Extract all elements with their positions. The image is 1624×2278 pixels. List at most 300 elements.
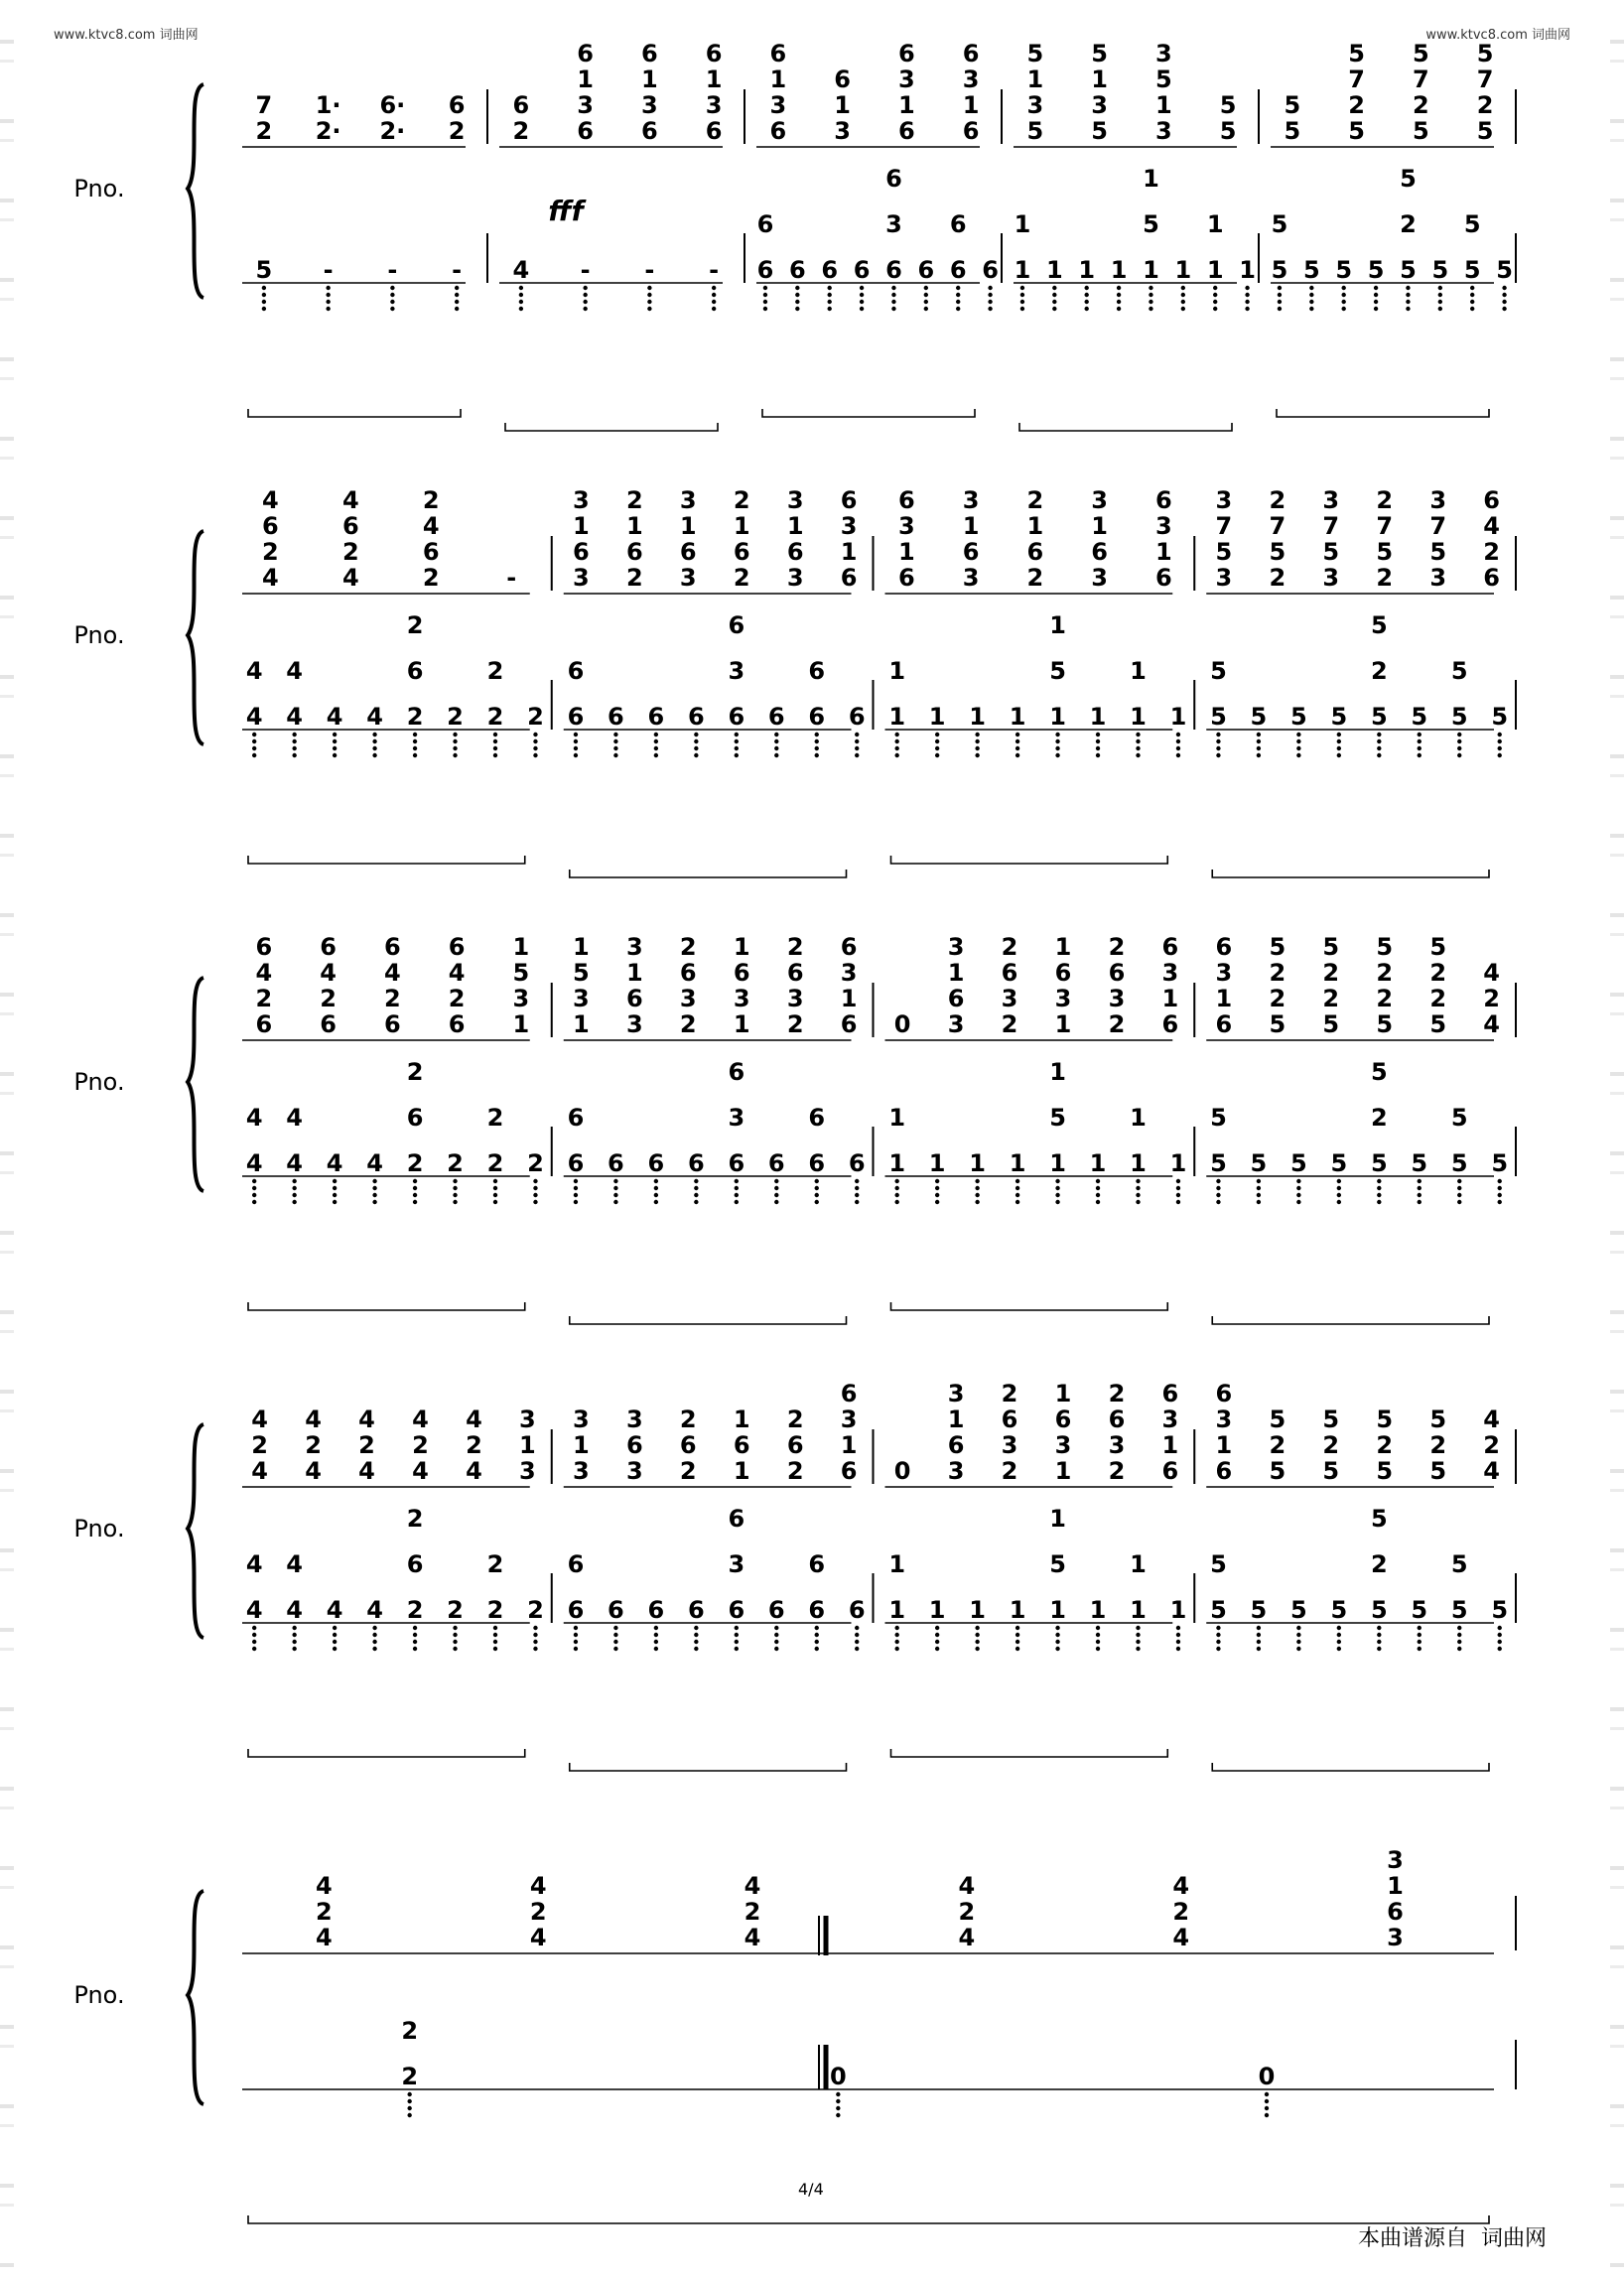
octave-dot [372,739,376,743]
lower-note: 2 [447,1596,464,1624]
octave-dot [836,2099,840,2103]
octave-dot [326,307,330,311]
lower-note: 5 [1370,1058,1388,1086]
lower-note: 5 [1290,1596,1307,1624]
octave-dot [252,733,256,737]
octave-dot [1377,1186,1381,1190]
upper-note: 6 [1161,1457,1179,1485]
upper-note: 3 [679,486,697,514]
octave-dot [252,1193,256,1197]
octave-dot [1418,1179,1421,1183]
octave-dot [774,1647,778,1651]
octave-dot [1245,286,1249,290]
lower-note: 1 [1130,657,1147,685]
upper-note: 6 [786,1431,804,1459]
octave-dot [1020,300,1024,304]
lower-note: 4 [245,657,263,685]
upper-note: 2 [448,117,466,145]
pedal-bracket [1019,423,1232,431]
octave-dot [252,1186,256,1190]
lower-note: - [580,256,591,284]
octave-dot [453,1200,457,1204]
instrument-label: Pno. [73,1515,125,1542]
octave-dot [1257,1647,1261,1651]
octave-dot [654,733,658,737]
upper-note: 2 [786,1010,804,1038]
lower-note: 1 [1206,256,1224,284]
lower-note: 6 [767,1149,785,1177]
octave-dot [252,1200,256,1204]
octave-dot [1257,739,1261,743]
lower-note: 1 [1049,1058,1066,1086]
lower-note: 1 [969,703,986,731]
upper-note: 1 [679,512,697,540]
octave-dot [891,300,895,304]
octave-dot [935,1633,939,1637]
upper-note: 1 [512,1010,530,1038]
octave-dot [1377,733,1381,737]
lower-note: 6 [728,1149,745,1177]
octave-dot [935,746,939,750]
octave-dot [252,739,256,743]
upper-note: 1 [1155,538,1172,566]
upper-note: 3 [572,985,590,1012]
lower-note: 6 [647,1596,665,1624]
octave-dot [292,1200,296,1204]
upper-note: 3 [786,564,804,592]
upper-note: 1 [1026,512,1044,540]
upper-note: 2 [625,486,643,514]
lower-note: - [452,256,463,284]
octave-dot [1020,293,1024,297]
lower-note: 5 [1049,657,1066,685]
upper-note: 5 [1284,117,1301,145]
octave-dot [1136,1179,1140,1183]
lower-note: 6 [647,1149,665,1177]
lower-note: 1 [1009,1596,1026,1624]
lower-note: 1 [1089,703,1107,731]
lower-note: 5 [1400,165,1417,193]
octave-dot [1245,300,1249,304]
octave-dot [493,1200,497,1204]
upper-note: 6 [962,40,980,67]
upper-note: 3 [1387,1924,1404,1951]
octave-dot [1296,1193,1300,1197]
lower-note: 6 [949,210,967,238]
octave-dot [1015,733,1019,737]
octave-dot [292,1626,296,1630]
upper-note: 6 [1215,1380,1233,1407]
upper-note: 5 [1215,538,1233,566]
upper-note: 4 [305,1406,322,1433]
upper-note: 2 [262,538,279,566]
upper-note: 1 [572,1431,590,1459]
upper-note: 1 [834,91,852,119]
octave-dot [1015,1179,1019,1183]
octave-dot [252,1640,256,1644]
upper-note: 6 [1001,1406,1018,1433]
upper-note: 2 [1108,1380,1126,1407]
upper-note: 2 [1376,1431,1394,1459]
octave-dot [1096,1626,1100,1630]
octave-dot [292,746,296,750]
upper-note: 3 [1429,564,1447,592]
lower-note: 6 [917,256,935,284]
octave-dot [1498,1193,1502,1197]
lower-note: 6 [406,657,424,685]
lower-note: 5 [1302,256,1320,284]
upper-note: 1 [733,933,750,961]
octave-dot [372,1200,376,1204]
upper-note: 1 [1215,1431,1233,1459]
upper-note: 5 [1091,117,1109,145]
lower-note: 1 [1130,1550,1147,1578]
upper-note: 3 [519,1457,536,1485]
lower-note: 3 [728,1104,745,1132]
upper-note: 6 [422,538,440,566]
upper-note: 2 [1429,985,1447,1012]
lower-note: 2 [406,703,424,731]
upper-note: 1 [898,91,915,119]
upper-note: 5 [1322,538,1340,566]
octave-dot [1055,1193,1059,1197]
octave-dot [1418,1633,1421,1637]
upper-note: 2 [679,1457,697,1485]
lower-note: 6 [808,657,826,685]
octave-dot [390,293,394,297]
octave-dot [333,1193,337,1197]
octave-dot [1337,1200,1341,1204]
octave-dot [533,733,537,737]
octave-dot [533,1633,537,1637]
octave-dot [1418,1647,1421,1651]
upper-note: 6 [769,117,787,145]
octave-dot [815,1647,819,1651]
upper-note: 2 [744,1898,761,1926]
octave-dot [1296,739,1300,743]
octave-dot [1265,2092,1269,2096]
octave-dot [519,300,523,304]
lower-note: 5 [1210,1104,1227,1132]
octave-dot [453,753,457,757]
upper-note: 3 [769,91,787,119]
octave-dot [1176,733,1180,737]
octave-dot [333,1647,337,1651]
upper-note: 2 [1001,1010,1018,1038]
lower-note: 5 [1250,1149,1268,1177]
upper-note: 1 [733,1457,750,1485]
upper-note: 6 [705,40,723,67]
octave-dot [1377,753,1381,757]
octave-dot [533,1647,537,1651]
octave-dot [1457,1626,1461,1630]
lower-note: 6 [821,256,839,284]
lower-note: 5 [1370,611,1388,639]
upper-note: 1 [786,512,804,540]
upper-note: 1 [1215,985,1233,1012]
upper-note: 5 [1322,1010,1340,1038]
lower-note: - [387,256,398,284]
octave-dot [333,1179,337,1183]
octave-dot [1418,753,1421,757]
octave-dot [935,1179,939,1183]
upper-note: 1 [733,512,750,540]
lower-note: 2 [406,1149,424,1177]
upper-note: 6 [448,933,466,961]
upper-note: 2 [1269,564,1286,592]
octave-dot [333,1640,337,1644]
octave-dot [1257,753,1261,757]
octave-dot [493,1193,497,1197]
upper-note: 3 [947,1380,965,1407]
upper-note: 6 [1054,1406,1072,1433]
octave-dot [855,733,859,737]
octave-dot [1015,1633,1019,1637]
upper-note: 3 [898,512,915,540]
lower-note: 6 [567,657,585,685]
lower-note: 5 [1210,657,1227,685]
octave-dot [1015,1640,1019,1644]
octave-dot [836,2106,840,2110]
octave-dot [935,733,939,737]
octave-dot [1296,1633,1300,1637]
octave-dot [1377,1633,1381,1637]
octave-dot [735,733,739,737]
octave-dot [1136,753,1140,757]
upper-note: 1 [512,933,530,961]
upper-note: 3 [1322,564,1340,592]
upper-note: 2 [1348,91,1366,119]
octave-dot [1374,286,1378,290]
pedal-bracket [891,856,1168,864]
octave-dot [1117,300,1121,304]
octave-dot [1136,1200,1140,1204]
lower-note: 4 [286,1149,304,1177]
lower-note: 1 [969,1149,986,1177]
lower-note: - [323,256,334,284]
octave-dot [1136,733,1140,737]
lower-note: 4 [286,703,304,731]
octave-dot [493,1640,497,1644]
octave-dot [894,753,898,757]
upper-note: 4 [262,486,279,514]
lower-note: 2 [1370,1104,1388,1132]
lower-note: 6 [567,1550,585,1578]
octave-dot [533,1200,537,1204]
octave-dot [574,1626,578,1630]
upper-note: 6 [840,1380,858,1407]
octave-dot [1015,753,1019,757]
octave-dot [774,733,778,737]
lower-note: 2 [1370,1550,1388,1578]
lower-note: 6 [647,703,665,731]
octave-dot [1457,1193,1461,1197]
octave-dot [407,2099,411,2103]
octave-dot [894,746,898,750]
lower-note: 1 [1049,1505,1066,1533]
octave-dot [413,1193,417,1197]
octave-dot [1020,286,1024,290]
upper-note: 6 [733,1431,750,1459]
upper-note: 1 [625,959,643,987]
octave-dot [1498,746,1502,750]
lower-note: 1 [1239,256,1256,284]
upper-note: 3 [705,91,723,119]
octave-dot [1216,1186,1220,1190]
pedal-bracket [1212,1763,1489,1771]
octave-dot [533,1186,537,1190]
octave-dot [453,1626,457,1630]
lower-note: 5 [1496,256,1513,284]
upper-note: 6 [962,538,980,566]
octave-dot [613,733,617,737]
lower-note: 1 [1049,611,1066,639]
pedal-bracket [570,1316,847,1324]
octave-dot [1015,746,1019,750]
octave-dot [613,1179,617,1183]
octave-dot [1085,293,1089,297]
octave-dot [774,739,778,743]
upper-note: 1 [947,1406,965,1433]
upper-note: 2 [1322,985,1340,1012]
octave-dot [1245,307,1249,311]
upper-note: 6 [947,985,965,1012]
octave-dot [1213,300,1217,304]
upper-note: 1 [1155,91,1172,119]
lower-note: 5 [1491,703,1509,731]
octave-dot [252,746,256,750]
octave-dot [956,307,960,311]
octave-dot [574,1193,578,1197]
octave-dot [1337,1179,1341,1183]
lower-note: 6 [853,256,871,284]
upper-note: 4 [255,959,273,987]
octave-dot [372,733,376,737]
octave-dot [694,1626,698,1630]
lower-note: 5 [1210,1149,1227,1177]
upper-note: 1 [705,66,723,93]
octave-dot [894,1193,898,1197]
upper-note: 3 [1215,1406,1233,1433]
lower-note: 5 [1330,1596,1348,1624]
upper-note: 6 [255,1010,273,1038]
octave-dot [1096,746,1100,750]
octave-dot [1296,1200,1300,1204]
upper-note: 6 [1483,564,1500,592]
octave-dot [1216,1626,1220,1630]
upper-note: 1 [519,1431,536,1459]
octave-dot [654,1647,658,1651]
octave-dot [815,746,819,750]
instrument-label: Pno. [73,1981,125,2009]
upper-note: 6 [1215,1010,1233,1038]
octave-dot [574,753,578,757]
lower-note: 6 [687,1149,705,1177]
lower-note: 4 [286,1596,304,1624]
lower-note: 2 [406,1058,424,1086]
octave-dot [574,733,578,737]
page-number: 4/4 [798,2180,824,2199]
upper-note: 6 [384,1010,401,1038]
octave-dot [1096,1179,1100,1183]
lower-note: 5 [1450,703,1468,731]
upper-note: 2 [512,117,530,145]
octave-dot [1181,286,1185,290]
octave-dot [1015,1193,1019,1197]
upper-note: 3 [1091,486,1109,514]
octave-dot [988,286,992,290]
lower-note: 1 [928,1149,946,1177]
lower-note: 0 [1258,2063,1276,2090]
octave-dot [828,300,832,304]
octave-dot [975,733,979,737]
upper-note: 1 [1387,1872,1404,1900]
octave-dot [1265,2099,1269,2103]
upper-note: 5 [1091,40,1109,67]
octave-dot [894,1626,898,1630]
lower-note: 1 [888,1104,906,1132]
upper-note: 2 [255,985,273,1012]
octave-dot [1502,286,1506,290]
upper-note: 3 [572,486,590,514]
lower-note: 1 [1049,703,1066,731]
upper-note: 4 [744,1924,761,1951]
upper-note: 3 [1054,1431,1072,1459]
upper-note: 6 [1155,486,1172,514]
octave-dot [1213,293,1217,297]
upper-note: 3 [947,1457,965,1485]
octave-dot [894,1647,898,1651]
octave-dot [1213,286,1217,290]
upper-note: 4 [958,1872,976,1900]
octave-dot [1055,1647,1059,1651]
upper-note: 3 [962,564,980,592]
lower-note: 1 [888,1596,906,1624]
octave-dot [1213,307,1217,311]
upper-note: 1 [1054,933,1072,961]
upper-note: 1 [962,512,980,540]
octave-dot [654,1626,658,1630]
octave-dot [1055,1626,1059,1630]
upper-note: 6 [834,66,852,93]
octave-dot [453,1179,457,1183]
lower-note: 2 [486,1596,504,1624]
lower-note: 1 [1009,1149,1026,1177]
lower-note: 6 [687,1596,705,1624]
octave-dot [891,307,895,311]
octave-dot [1498,739,1502,743]
lower-note: 6 [728,703,745,731]
octave-dot [333,1633,337,1637]
octave-dot [1136,1186,1140,1190]
upper-note: 3 [572,564,590,592]
upper-note: 3 [1108,1431,1126,1459]
octave-dot [1216,1193,1220,1197]
octave-dot [894,733,898,737]
octave-dot [855,1179,859,1183]
octave-dot [774,1626,778,1630]
upper-note: 6 [1161,1380,1179,1407]
upper-note: 2 [1172,1898,1190,1926]
upper-note: 4 [251,1406,268,1433]
octave-dot [533,1193,537,1197]
octave-dot [292,1640,296,1644]
octave-dot [1055,739,1059,743]
lower-note: 6 [728,611,745,639]
lower-note: 5 [1491,1596,1509,1624]
upper-note: 1 [1054,1457,1072,1485]
pedal-bracket [1212,1316,1489,1324]
